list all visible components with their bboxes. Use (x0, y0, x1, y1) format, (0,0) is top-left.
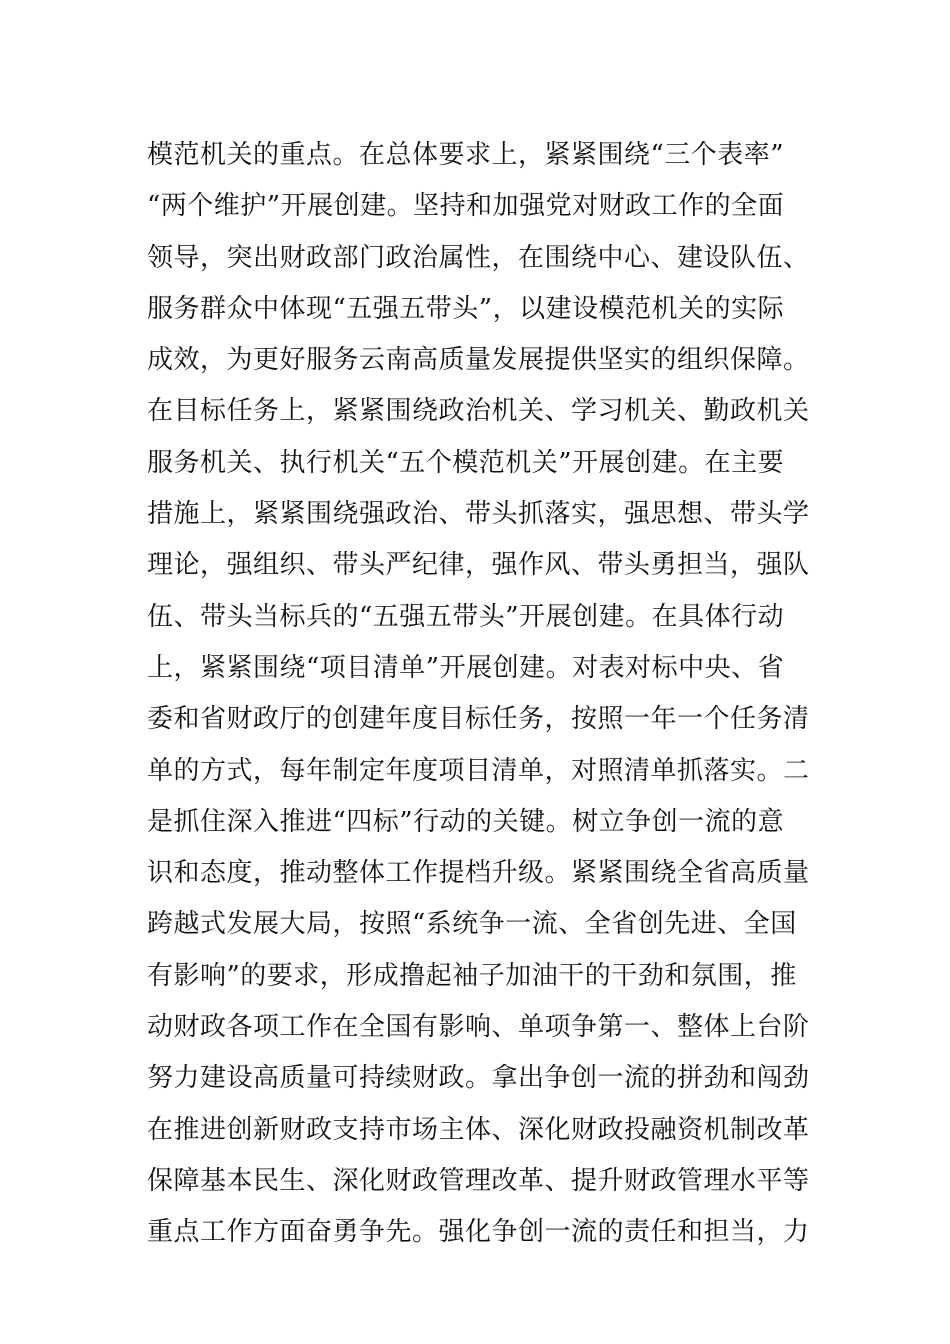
text-line-21: 保障基本民生、深化财政管理改革、提升财政管理水平等 (147, 1165, 810, 1196)
body-text (147, 130, 810, 1259)
text-line-19: 努力建设高质量可持续财政。拿出争创一流的拼劲和闯劲 (147, 1063, 810, 1094)
text-line-10: 伍、带头当标兵的“五强五带头”开展创建。在具体行动 (147, 601, 785, 632)
text-line-7: 服务机关、执行机关“五个模范机关”开展创建。在主要 (147, 447, 785, 478)
text-line-12: 委和省财政厅的创建年度目标任务，按照一年一个任务清 (147, 704, 810, 735)
text-line-18: 动财政各项工作在全国有影响、单项争第一、整体上台阶 (147, 1012, 810, 1043)
text-line-5: 成效，为更好服务云南高质量发展提供坚实的组织保障。 (147, 345, 810, 376)
text-line-11: 上，紧紧围绕“项目清单”开展创建。对表对标中央、省 (147, 652, 785, 683)
text-line-9: 理论，强组织、带头严纪律，强作风、带头勇担当，强队 (147, 550, 810, 581)
text-line-20: 在推进创新财政支持市场主体、深化财政投融资机制改革 (147, 1114, 810, 1145)
text-line-22: 重点工作方面奋勇争先。强化争创一流的责任和担当，力 (147, 1217, 810, 1248)
text-line-6: 在目标任务上，紧紧围绕政治机关、学习机关、勤政机关 (147, 396, 810, 427)
text-line-8: 措施上，紧紧围绕强政治、带头抓落实，强思想、带头学 (147, 499, 810, 530)
text-line-16: 跨越式发展大局，按照“系统争一流、全省创先进、全国 (147, 909, 797, 940)
text-line-13: 单的方式，每年制定年度项目清单，对照清单抓落实。二 (147, 755, 810, 786)
text-line-4: 服务群众中体现“五强五带头”，以建设模范机关的实际 (147, 293, 785, 324)
text-line-15: 识和态度，推动整体工作提档升级。紧紧围绕全省高质量 (147, 858, 810, 889)
text-line-1: 模范机关的重点。在总体要求上，紧紧围绕“三个表率” (147, 140, 785, 170)
text-line-2: “两个维护”开展创建。坚持和加强党对财政工作的全面 (147, 191, 785, 222)
text-line-17: 有影响”的要求，形成撸起袖子加油干的干劲和氛围，推 (147, 960, 797, 991)
text-line-14: 是抓住深入推进“四标”行动的关键。树立争创一流的意 (147, 806, 785, 837)
text-line-3: 领导，突出财政部门政治属性，在围绕中心、建设队伍、 (147, 242, 810, 273)
